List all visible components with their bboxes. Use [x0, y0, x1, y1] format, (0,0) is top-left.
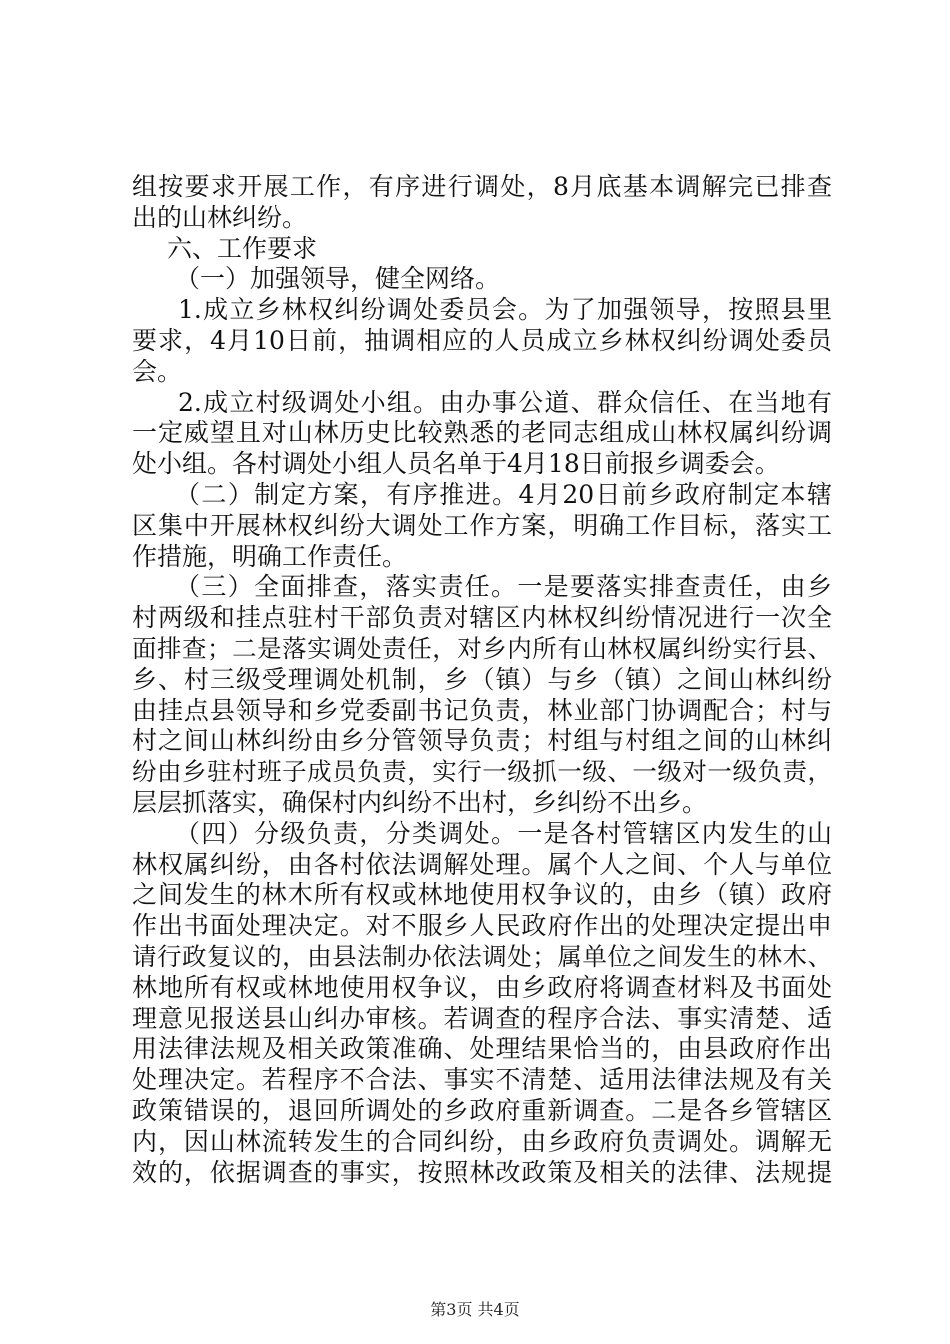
- text-line: 要求，4月10日前，抽调相应的人员成立乡林权纠纷调处委员: [132, 325, 832, 355]
- text-line: 效的，依据调查的事实，按照林改政策及相关的法律、法规提: [132, 1157, 832, 1187]
- text-line: 处理决定。若程序不合法、事实不清楚、适用法律法规及有关: [132, 1065, 832, 1095]
- text-line: （一）加强领导，健全网络。: [175, 264, 501, 294]
- text-line: 由挂点县领导和乡党委副书记负责，林业部门协调配合；村与: [132, 695, 832, 725]
- page-footer: 第3页 共4页: [430, 1300, 520, 1319]
- text-line: 用法律法规及相关政策准确、处理结果恰当的，由县政府作出: [132, 1034, 832, 1064]
- text-line: 林权属纠纷，由各村依法调解处理。属个人之间、个人与单位: [132, 849, 832, 879]
- text-line: 理意见报送县山纠办审核。若调查的程序合法、事实清楚、适: [132, 1003, 832, 1033]
- text-line: 组按要求开展工作，有序进行调处，8月底基本调解完已排查: [132, 172, 832, 201]
- text-line: 政策错误的，退回所调处的乡政府重新调查。二是各乡管辖区: [132, 1095, 832, 1125]
- text-line: （三）全面排查，落实责任。一是要落实排查责任，由乡: [175, 572, 832, 602]
- text-line: 1.成立乡林权纠纷调处委员会。为了加强领导，按照县里: [178, 295, 832, 325]
- text-line: 处小组。各村调处小组人员名单于4月18日前报乡调委会。: [132, 449, 780, 479]
- text-line: 区集中开展林权纠纷大调处工作方案，明确工作目标，落实工: [132, 510, 832, 540]
- text-line: 一定威望且对山林历史比较熟悉的老同志组成山林权属纠纷调: [132, 418, 832, 448]
- text-line: （二）制定方案，有序推进。4月20日前乡政府制定本辖: [175, 479, 832, 509]
- text-line: 乡、村三级受理调处机制，乡（镇）与乡（镇）之间山林纠纷: [132, 664, 832, 694]
- text-line: 面排查；二是落实调处责任，对乡内所有山林权属纠纷实行县、: [132, 633, 832, 663]
- text-line: 村之间山林纠纷由乡分管领导负责；村组与村组之间的山林纠: [132, 726, 832, 756]
- text-line: 林地所有权或林地使用权争议，由乡政府将调查材料及书面处: [132, 972, 832, 1002]
- document-body: [132, 172, 832, 1188]
- text-line: 请行政复议的，由县法制办依法调处；属单位之间发生的林木、: [132, 941, 832, 971]
- text-line: 作出书面处理决定。对不服乡人民政府作出的处理决定提出申: [132, 911, 832, 941]
- text-line: 纷由乡驻村班子成员负责，实行一级抓一级、一级对一级负责，: [132, 757, 832, 787]
- text-line: 层层抓落实，确保村内纠纷不出村，乡纠纷不出乡。: [132, 787, 708, 817]
- text-line: 村两级和挂点驻村干部负责对辖区内林权纠纷情况进行一次全: [132, 603, 832, 633]
- text-line: 之间发生的林木所有权或林地使用权争议的，由乡（镇）政府: [132, 880, 832, 910]
- text-line: 作措施，明确工作责任。: [132, 541, 408, 571]
- text-line: （四）分级负责，分类调处。一是各村管辖区内发生的山: [175, 818, 832, 848]
- text-line: 会。: [132, 356, 183, 386]
- text-line: 内，因山林流转发生的合同纠纷，由乡政府负责调处。调解无: [132, 1126, 832, 1156]
- text-line: 出的山林纠纷。: [132, 202, 308, 232]
- text-line: 2.成立村级调处小组。由办事公道、群众信任、在当地有: [178, 387, 832, 417]
- text-line: 六、工作要求: [167, 233, 318, 263]
